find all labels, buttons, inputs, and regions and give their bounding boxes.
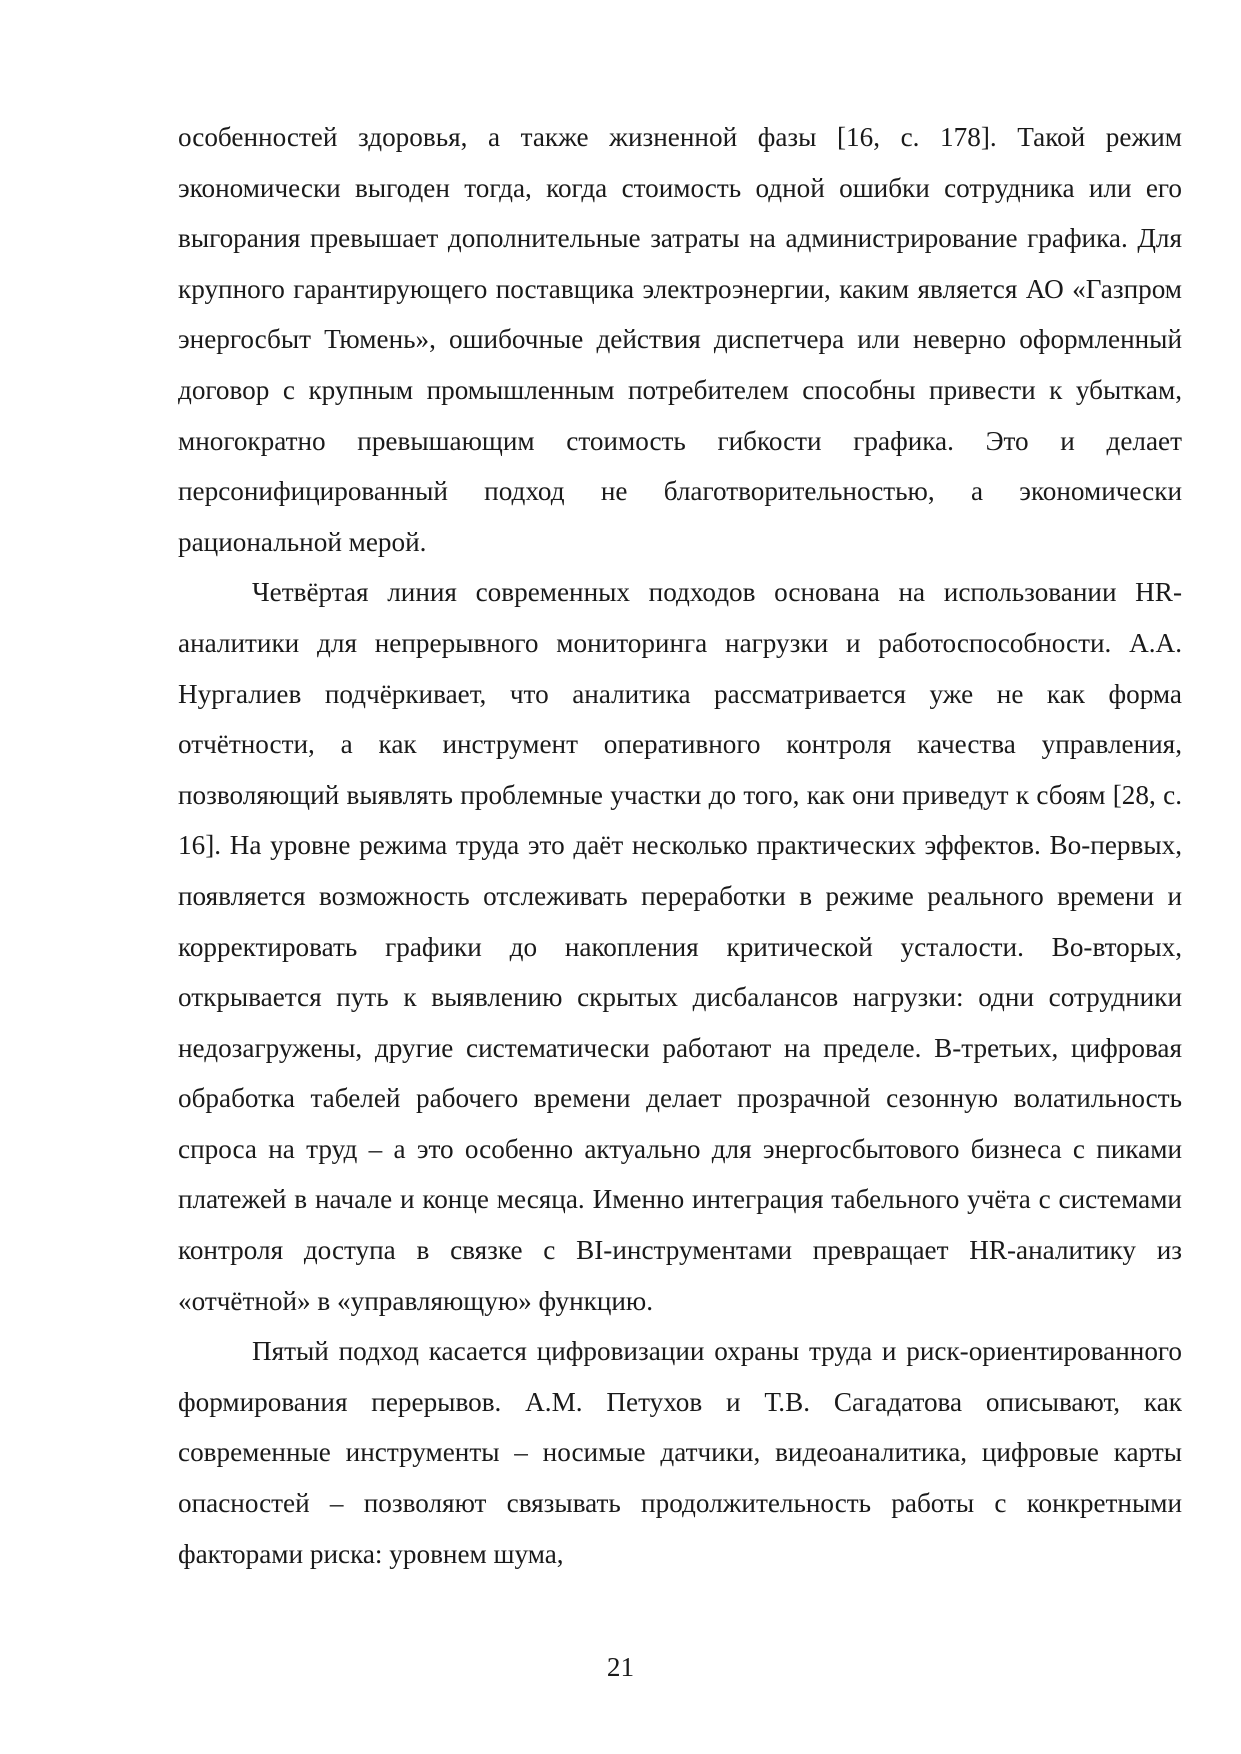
paragraph-2: Четвёртая линия современных подходов основана на использовании HR-аналитики для непрерывного мониторинга нагрузки и работоспособности. А.А. Нургалиев подчёркивает, что аналитика рассматривается уже не как форма отчётности, а как инструмент оперативного контроля качества управления, позволяющий выявлять проблемные участки до того, как они приведут к сбоям [28, с. 16]. На уровне режима труда это даёт несколько практических эффектов. Во-первых, появляется возможность отслеживать переработки в режиме реального времени и корректировать графики до накопления критической усталости. Во-вторых, открывается путь к выявлению скрытых дисбалансов нагрузки: одни сотрудники недозагружены, другие систематически работают на пределе. В-третьих, цифровая обработка табелей рабочего времени делает прозрачной сезонную волатильность спроса на труд – а это особенно актуально для энергосбытового бизнеса с пиками платежей в начале и конце месяца. Именно интеграция табельного учёта с системами контроля доступа в связке с BI-инструментами превращает HR-аналитику из «отчётной» в «управляющую» функцию. (178, 577, 1182, 1316)
paragraph-3: Пятый подход касается цифровизации охраны труда и риск-ориентированного формирования перерывов. А.М. Петухов и Т.В. Сагадатова описывают, как современные инструменты – носимые датчики, видеоаналитика, цифровые карты опасностей – позволяют связывать продолжительность работы с конкретными факторами риска: уровнем шума, (178, 1336, 1182, 1569)
page-number: 21 (606, 1652, 635, 1682)
paragraph-1: особенностей здоровья, а также жизненной фазы [16, с. 178]. Такой режим экономически выгоден тогда, когда стоимость одной ошибки сотрудника или его выгорания превышает дополнительные затраты на администрирование графика. Для крупного гарантирующего поставщика электроэнергии, каким является АО «Газпром энергосбыт Тюмень», ошибочные действия диспетчера или неверно оформленный договор с крупным промышленным потребителем способны привести к убыткам, многократно превышающим стоимость гибкости графика. Это и делает персонифицированный подход не благотворительностью, а экономически рациональной мерой. (178, 122, 1182, 557)
document-body (178, 112, 1182, 1579)
